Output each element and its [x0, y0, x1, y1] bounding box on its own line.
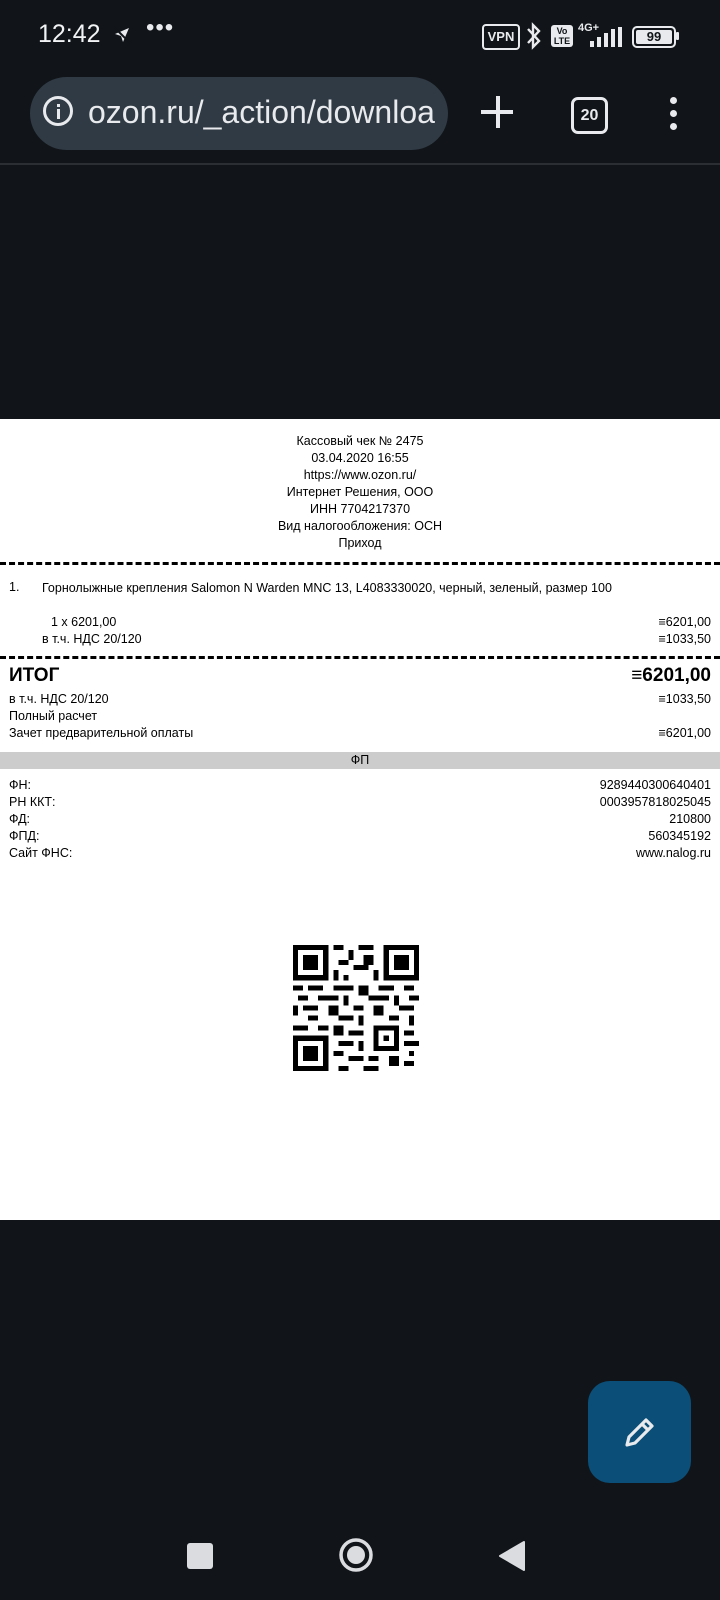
- receipt-company: Интернет Решения, ООО: [286, 485, 434, 499]
- fiscal-value: 0003957818025045: [599, 795, 711, 809]
- info-icon[interactable]: [43, 96, 73, 126]
- tab-switcher-button[interactable]: 20: [571, 97, 608, 134]
- receipt-type: Приход: [338, 536, 382, 550]
- receipt-site: https://www.ozon.ru/: [303, 468, 417, 482]
- receipt-number: Кассовый чек № 2475: [296, 434, 424, 448]
- item-amount: ≡6201,00: [658, 615, 711, 629]
- network-type: 4G+: [578, 22, 600, 34]
- vat-label: в т.ч. НДС 20/120: [9, 692, 109, 706]
- total-amount: ≡6201,00: [631, 665, 711, 686]
- item-qty-price: 1 x 6201,00: [51, 615, 117, 629]
- fiscal-row: [9, 811, 711, 828]
- volte-icon: Vo LTE: [551, 25, 573, 47]
- item-vat-row: [9, 631, 711, 648]
- fiscal-value: 560345192: [648, 829, 711, 843]
- pencil-icon: [621, 1413, 659, 1451]
- fiscal-row: [9, 845, 711, 862]
- fiscal-value: 210800: [669, 812, 711, 826]
- battery-icon: [632, 26, 676, 48]
- vat-row: [9, 691, 711, 708]
- receipt-page: [0, 419, 720, 1220]
- battery-level: 99: [646, 29, 662, 44]
- item-name: Горнолыжные крепления Salomon N Warden MNC 13, L4083330020, черный, зеленый, размер 100: [42, 581, 612, 595]
- fiscal-label: ФПД:: [9, 829, 40, 843]
- fiscal-value: 9289440300640401: [599, 778, 711, 792]
- fiscal-value: www.nalog.ru: [635, 846, 711, 860]
- item-vat-amount: ≡1033,50: [658, 632, 711, 646]
- fiscal-label: ФН:: [9, 778, 32, 792]
- full-payment-row: [9, 708, 711, 725]
- bluetooth-icon: [525, 22, 543, 50]
- location-icon: [113, 26, 131, 44]
- new-tab-button[interactable]: [478, 93, 518, 133]
- receipt-datetime: 03.04.2020 16:55: [311, 451, 409, 465]
- status-bar: [0, 0, 720, 72]
- vpn-icon: VPN: [482, 24, 520, 50]
- fiscal-label: ФД:: [9, 812, 31, 826]
- dashed-divider: [0, 562, 720, 565]
- vat-amount: ≡1033,50: [658, 692, 711, 706]
- prepayment-row: [9, 725, 711, 742]
- receipt-tax-system: Вид налогообложения: ОСН: [277, 519, 443, 533]
- fp-band: ФП: [0, 752, 720, 769]
- prepayment-amount: ≡6201,00: [658, 726, 711, 740]
- total-label: ИТОГ: [9, 665, 60, 686]
- fiscal-row: [9, 828, 711, 845]
- fiscal-row: [9, 794, 711, 811]
- receipt-header: [0, 433, 720, 552]
- total-row: [9, 665, 711, 689]
- url-bar[interactable]: [30, 77, 448, 150]
- status-time: 12:42: [38, 20, 101, 48]
- fiscal-row: [9, 777, 711, 794]
- back-button[interactable]: [498, 1540, 526, 1572]
- toolbar-divider: [0, 163, 720, 165]
- url-text[interactable]: ozon.ru/_action/downloa: [88, 94, 435, 130]
- fiscal-label: РН ККТ:: [9, 795, 56, 809]
- full-payment-label: Полный расчет: [9, 709, 98, 723]
- edit-fab-button[interactable]: [588, 1381, 691, 1483]
- receipt-inn: ИНН 7704217370: [309, 502, 411, 516]
- more-notifications-icon: •••: [146, 14, 175, 41]
- item-number: 1.: [9, 580, 20, 594]
- home-button[interactable]: [338, 1537, 374, 1573]
- battery-tip: [676, 32, 679, 40]
- fiscal-label: Сайт ФНС:: [9, 846, 73, 860]
- signal-icon: [590, 27, 622, 47]
- item-vat-label: в т.ч. НДС 20/120: [42, 632, 142, 646]
- prepayment-label: Зачет предварительной оплаты: [9, 726, 194, 740]
- recents-button[interactable]: [187, 1543, 213, 1569]
- qr-code: [293, 945, 419, 1071]
- more-menu-button[interactable]: [667, 97, 681, 131]
- dashed-divider: [0, 656, 720, 659]
- item-price-row: [9, 614, 711, 631]
